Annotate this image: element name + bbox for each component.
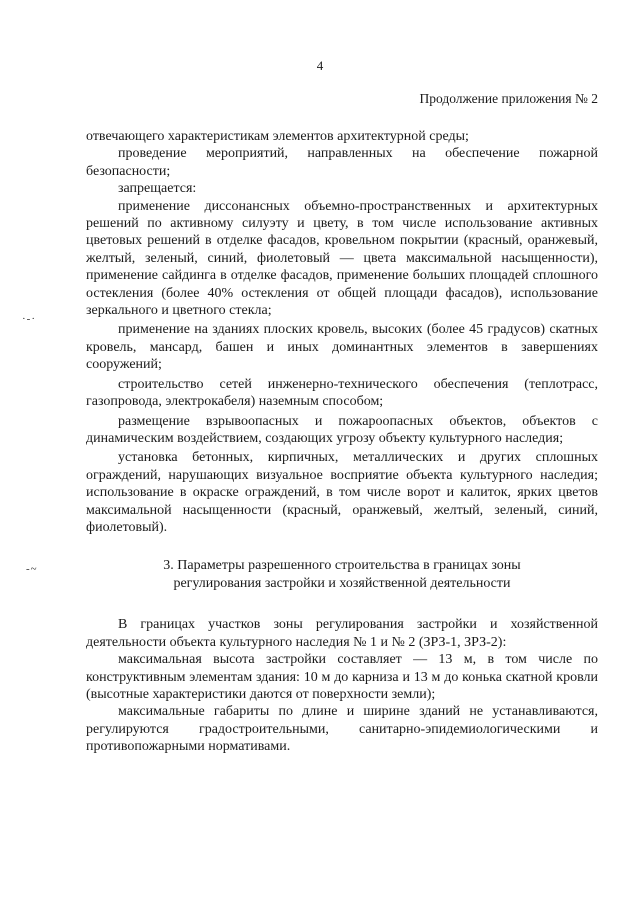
paragraph: В границах участков зоны регулирования застройки и хозяйственной деятельности объекта культурного наследия № 1 и № 2 (ЗРЗ-1, ЗРЗ-2): <box>86 617 598 650</box>
paragraph: проведение мероприятий, направленных на обеспечение пожарной безопасности; <box>86 146 598 179</box>
paragraph: строительство сетей инженерно-технического обеспечения (теплотрасс, газопровода, электрокабеля) наземным способом; <box>86 376 598 410</box>
appendix-continuation-note: Продолжение приложения № 2 <box>419 91 598 106</box>
paragraph: максимальные габариты по длине и ширине зданий не устанавливаются, регулируются градостроительными, санитарно-эпидемиологическими и противопожарными нормативами. <box>86 704 598 755</box>
section-title-line: регулирования застройки и хозяйственной деятельности <box>173 576 511 592</box>
page-number: 4 <box>316 58 324 73</box>
paragraph: размещение взрывоопасных и пожароопасных объектов, объектов с динамическим воздействием, создающих угрозу объекту культурного наследия; <box>86 413 598 446</box>
margin-scan-mark: -~ <box>26 563 38 575</box>
section-title-line: 3. Параметры разрешенного строительства в границах зоны <box>163 558 521 574</box>
paragraph: запрещается: <box>118 181 197 197</box>
document-body <box>86 128 598 756</box>
margin-scan-mark: ·-· <box>22 313 36 325</box>
section-title <box>86 557 598 593</box>
paragraph: максимальная высота застройки составляет — 13 м, в том числе по конструктивным элементам здания: 10 м до карниза и 13 м до конька скатной кровли (высотные характеристики даются от поверхности земли); <box>86 652 598 702</box>
paragraph: применение диссонансных объемно-пространственных и архитектурных решений по активному силуэту и цвету, в том числе использование активных цветовых решений в отделке фасадов, кровельном покрытии (красный, оранжевый, желтый, зеленый, синий, фиолетовый — цвета максимальной насыщенности), применение сайдинга в отделке фасадов, применение больших площадей сплошного остекления (более 40% остекления от общей площади фасадов), использование зеркального и цветного стекла; <box>86 198 598 319</box>
paragraph: отвечающего характеристикам элементов архитектурной среды; <box>86 129 469 144</box>
paragraph: установка бетонных, кирпичных, металлических и других сплошных ограждений, нарушающих визуальное восприятие объекта культурного наследия; использование в окраске ограждений, в том числе ворот и калиток, ярких цветов максимальной насыщенности (красный, оранжевый, желтый, зеленый, синий, фиолетовый). <box>86 450 598 535</box>
paragraph: применение на зданиях плоских кровель, высоких (более 45 градусов) скатных кровель, мансард, башен и иных доминантных элементов в завершениях сооружений; <box>86 322 598 373</box>
